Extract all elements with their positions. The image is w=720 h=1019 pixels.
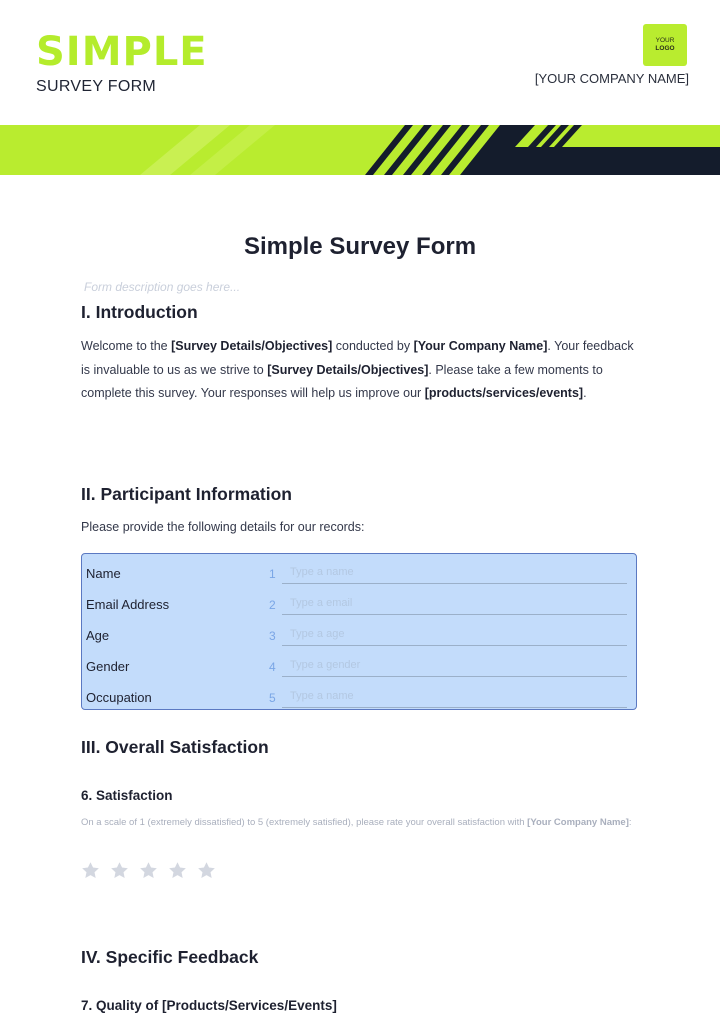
name-field[interactable] xyxy=(282,561,627,584)
question-desc-text: On a scale of 1 (extremely dissatisfied) to 5 (extremely satisfied), please rate your overall satisfaction with xyxy=(81,817,528,828)
field-number: 3 xyxy=(269,629,276,643)
intro-placeholder: [Survey Details/Objectives] xyxy=(267,362,429,377)
intro-text: . xyxy=(583,386,587,400)
star-icon[interactable] xyxy=(109,860,130,881)
brand-title: SIMPLE xyxy=(36,29,208,75)
field-number: 1 xyxy=(269,567,276,581)
section-heading-participant-information: II. Participant Information xyxy=(81,484,292,504)
field-number: 4 xyxy=(269,660,276,674)
intro-text: . Please take a few moments to complete this survey. Your responses will help us improve our xyxy=(81,362,603,400)
intro-text: conducted by xyxy=(332,339,414,353)
field-label: Gender xyxy=(86,659,130,674)
participant-info-table xyxy=(81,553,637,710)
occupation-field[interactable] xyxy=(282,685,627,708)
table-row xyxy=(82,680,636,711)
field-placeholder: Type a gender xyxy=(290,659,361,671)
email-field[interactable] xyxy=(282,592,627,615)
star-icon[interactable] xyxy=(196,860,217,881)
star-icon[interactable] xyxy=(80,860,101,881)
logo-line-1: YOUR xyxy=(655,37,675,44)
question-desc-placeholder: [Your Company Name] xyxy=(527,817,629,828)
question-desc-text: : xyxy=(628,817,632,828)
intro-placeholder: [Your Company Name] xyxy=(413,339,548,353)
field-number: 5 xyxy=(269,691,276,705)
participant-intro: Please provide the following details for our records: xyxy=(81,520,365,534)
field-label: Age xyxy=(86,628,110,643)
page-title: Simple Survey Form xyxy=(243,233,477,260)
logo-line-2: LOGO xyxy=(655,45,675,52)
field-placeholder: Type a name xyxy=(290,566,354,578)
form-description[interactable]: Form description goes here... xyxy=(84,280,241,294)
intro-placeholder: [Survey Details/Objectives] xyxy=(171,339,333,353)
field-label: Occupation xyxy=(86,690,152,705)
company-name: [YOUR COMPANY NAME] xyxy=(534,71,689,86)
age-field[interactable] xyxy=(282,623,627,646)
field-placeholder: Type a name xyxy=(290,690,354,702)
question-title-satisfaction: 6. Satisfaction xyxy=(81,788,173,803)
gender-field[interactable] xyxy=(282,654,627,677)
intro-text: . Your feedback is invaluable to us as we strive to xyxy=(81,339,634,377)
table-row xyxy=(82,556,636,587)
table-row xyxy=(82,649,636,680)
table-row xyxy=(82,618,636,649)
star-icon[interactable] xyxy=(167,860,188,881)
field-placeholder: Type a email xyxy=(290,597,353,609)
field-label: Email Address xyxy=(86,597,170,612)
section-heading-introduction: I. Introduction xyxy=(81,302,198,322)
intro-placeholder: [products/services/events] xyxy=(424,386,584,400)
header-banner xyxy=(0,125,720,175)
satisfaction-rating xyxy=(80,860,217,881)
field-placeholder: Type a age xyxy=(290,628,345,640)
introduction-paragraph xyxy=(81,335,641,406)
question-title-quality: 7. Quality of [Products/Services/Events] xyxy=(81,998,337,1013)
document-header xyxy=(0,0,720,125)
field-label: Name xyxy=(86,566,121,581)
intro-text: Welcome to the xyxy=(81,339,172,353)
question-description xyxy=(81,814,641,832)
star-icon[interactable] xyxy=(138,860,159,881)
brand-subtitle: SURVEY FORM xyxy=(36,78,157,95)
table-row xyxy=(82,587,636,618)
field-number: 2 xyxy=(269,598,276,612)
section-heading-overall-satisfaction: III. Overall Satisfaction xyxy=(81,737,269,757)
company-logo xyxy=(643,24,687,66)
section-heading-specific-feedback: IV. Specific Feedback xyxy=(81,947,259,967)
